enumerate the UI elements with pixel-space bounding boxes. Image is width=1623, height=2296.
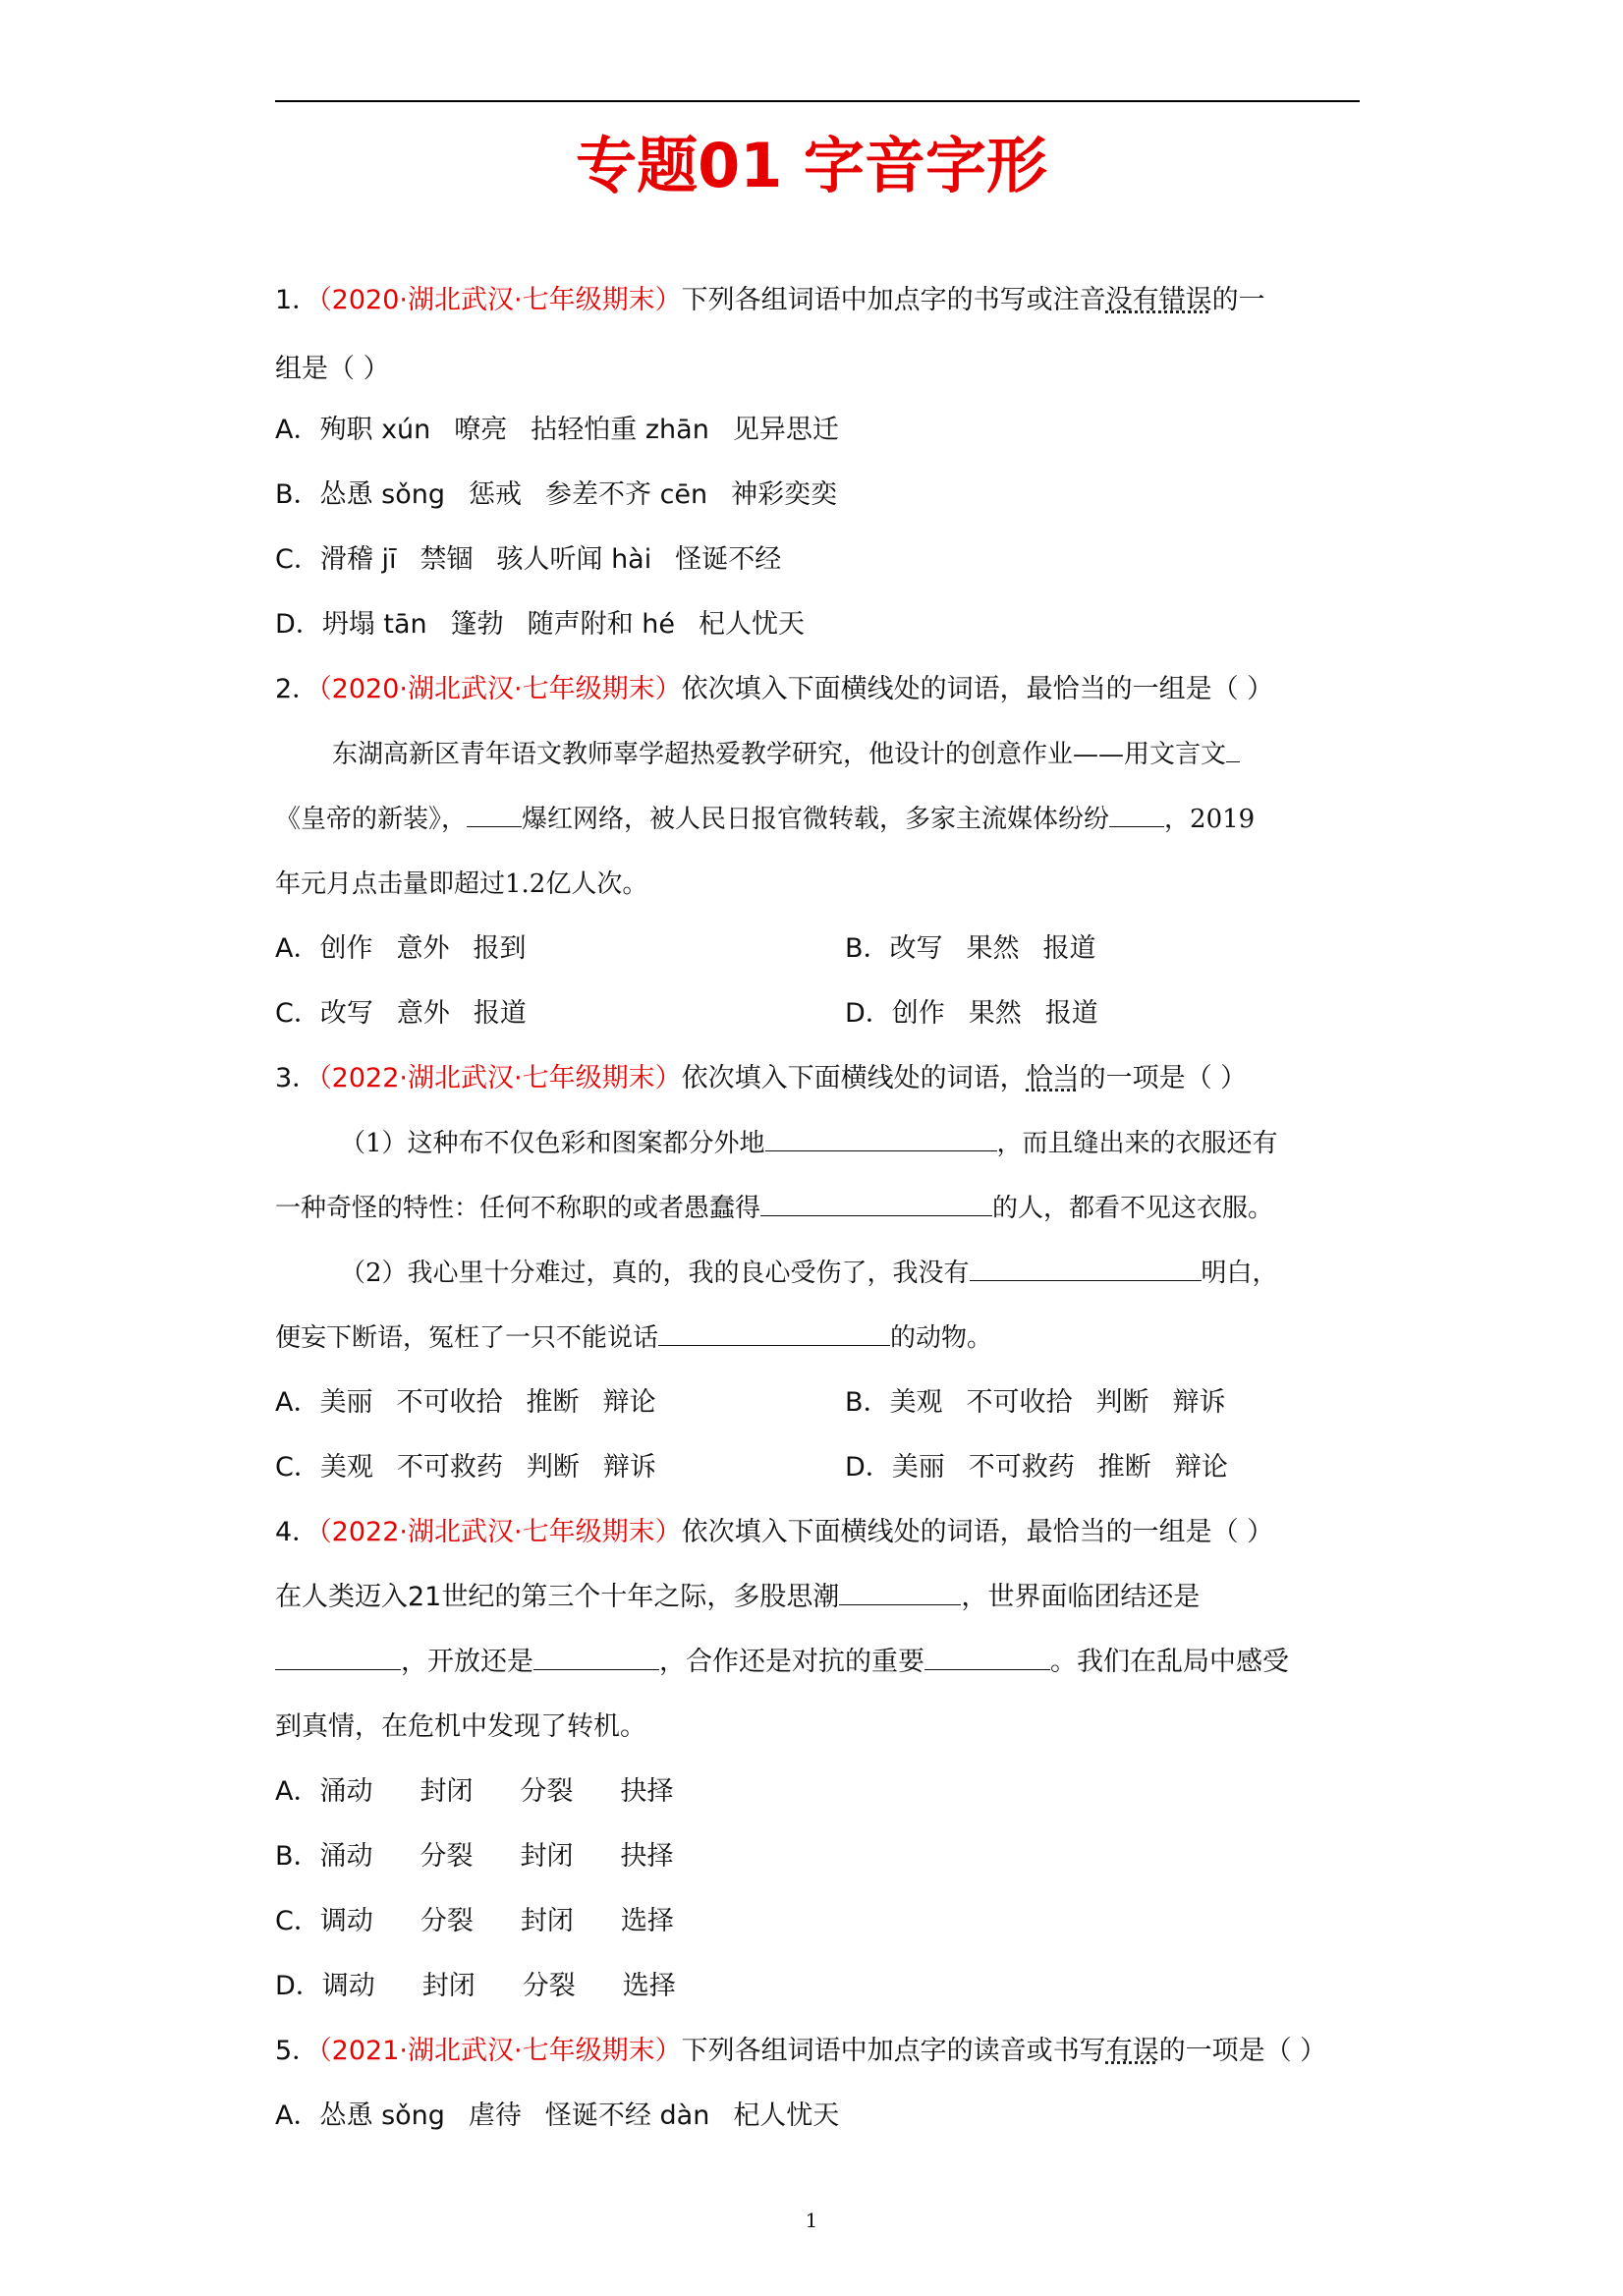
- question-4-stem: 4．（2022·湖北武汉·七年级期末）依次填入下面横线处的词语，最恰当的一组是（ ）: [275, 1517, 1274, 1547]
- option-d[interactable]: D．坍塌 tān 篷勃 随声附和 hé 杞人忧天: [275, 609, 805, 640]
- emphasis-dots: 恰当: [1026, 1063, 1080, 1093]
- question-3-stem: 3．（2022·湖北武汉·七年级期末）依次填入下面横线处的词语，恰当的一项是（ ）: [275, 1063, 1248, 1093]
- passage-line: 便妄下断语，冤枉了一只不能说话 的动物。: [275, 1313, 1366, 1364]
- passage-line: 《皇帝的新装》， 爆红网络，被人民日报官微转载，多家主流媒体纷纷 ，2019: [275, 794, 1366, 845]
- option-c[interactable]: C．滑稽 jī 禁锢 骇人听闻 hài 怪诞不经: [275, 544, 782, 575]
- option-b[interactable]: B．改写 果然 报道: [845, 933, 1096, 964]
- question-5-stem: 5．（2021·湖北武汉·七年级期末）下列各组词语中加点字的读音或书写有误的一项是（ ）: [275, 2036, 1327, 2066]
- question-source: （2020·湖北武汉·七年级期末）: [318, 285, 682, 315]
- passage-line: 东湖高新区青年语文教师辜学超热爱教学研究，他设计的创意作业——用文言文: [332, 729, 1364, 780]
- page-number: 1: [805, 2209, 818, 2232]
- option-a[interactable]: A．美丽 不可收拾 推断 辩论: [275, 1387, 656, 1418]
- option-row: [275, 924, 1366, 975]
- option-d[interactable]: D．调动 封闭 分裂 选择: [275, 1971, 676, 2001]
- option-b[interactable]: B．怂恿 sǒng 惩戒 参差不齐 cēn 神彩奕奕: [275, 479, 838, 510]
- question-2-stem: 2．（2020·湖北武汉·七年级期末）依次填入下面横线处的词语，最恰当的一组是（ ）: [275, 674, 1274, 704]
- header-rule: [275, 100, 1360, 102]
- passage-line: （1）这种布不仅色彩和图案都分外地 ，而且缝出来的衣服还有: [340, 1118, 1371, 1169]
- option-a[interactable]: A．殉职 xún 嘹亮 拈轻怕重 zhān 见异思迁: [275, 415, 839, 445]
- emphasis-dots: 没有错误: [1105, 285, 1212, 315]
- option-row: [275, 988, 1366, 1039]
- option-a[interactable]: A．怂恿 sǒng 虐待 怪诞不经 dàn 杞人忧天: [275, 2100, 840, 2131]
- passage-line: 一种奇怪的特性：任何不称职的或者愚蠢得 的人，都看不见这衣服。: [275, 1183, 1366, 1234]
- passage-line: 年元月点击量即超过1.2亿人次。: [275, 869, 648, 899]
- option-row: [275, 1442, 1366, 1493]
- question-source: （2022·湖北武汉·七年级期末）: [318, 1517, 682, 1547]
- page-title: 专题01 字音字形: [576, 130, 1047, 201]
- option-d[interactable]: D．美丽 不可救药 推断 辩论: [845, 1452, 1228, 1483]
- option-c[interactable]: C．美观 不可救药 判断 辩诉: [275, 1452, 656, 1483]
- option-d[interactable]: D．创作 果然 报道: [845, 998, 1098, 1029]
- option-c[interactable]: C．调动 分裂 封闭 选择: [275, 1906, 674, 1936]
- question-source: （2022·湖北武汉·七年级期末）: [318, 1063, 682, 1093]
- option-a[interactable]: A．涌动 封闭 分裂 抉择: [275, 1776, 674, 1807]
- passage-line: （2）我心里十分难过，真的，我的良心受伤了，我没有 明白，: [340, 1248, 1371, 1299]
- option-a[interactable]: A．创作 意外 报到: [275, 933, 527, 964]
- question-1-stem: 1．（2020·湖北武汉·七年级期末）下列各组词语中加点字的书写或注音没有错误的一: [275, 285, 1265, 315]
- option-row: [275, 1377, 1366, 1428]
- emphasis-dots: 有误: [1105, 2036, 1159, 2066]
- passage-line: 到真情，在危机中发现了转机。: [275, 1711, 646, 1742]
- option-b[interactable]: B．涌动 分裂 封闭 抉择: [275, 1841, 674, 1872]
- question-1-stem-cont: 组是（ ）: [275, 354, 390, 384]
- question-source: （2021·湖北武汉·七年级期末）: [318, 2036, 682, 2066]
- question-source: （2020·湖北武汉·七年级期末）: [318, 674, 682, 704]
- passage-line: 在人类迈入21世纪的第三个十年之际，多股思潮 ，世界面临团结还是: [275, 1572, 1366, 1623]
- passage-line: ，开放还是 ，合作还是对抗的重要 。我们在乱局中感受: [275, 1637, 1366, 1688]
- option-b[interactable]: B．美观 不可收拾 判断 辩诉: [845, 1387, 1226, 1418]
- option-c[interactable]: C．改写 意外 报道: [275, 998, 527, 1029]
